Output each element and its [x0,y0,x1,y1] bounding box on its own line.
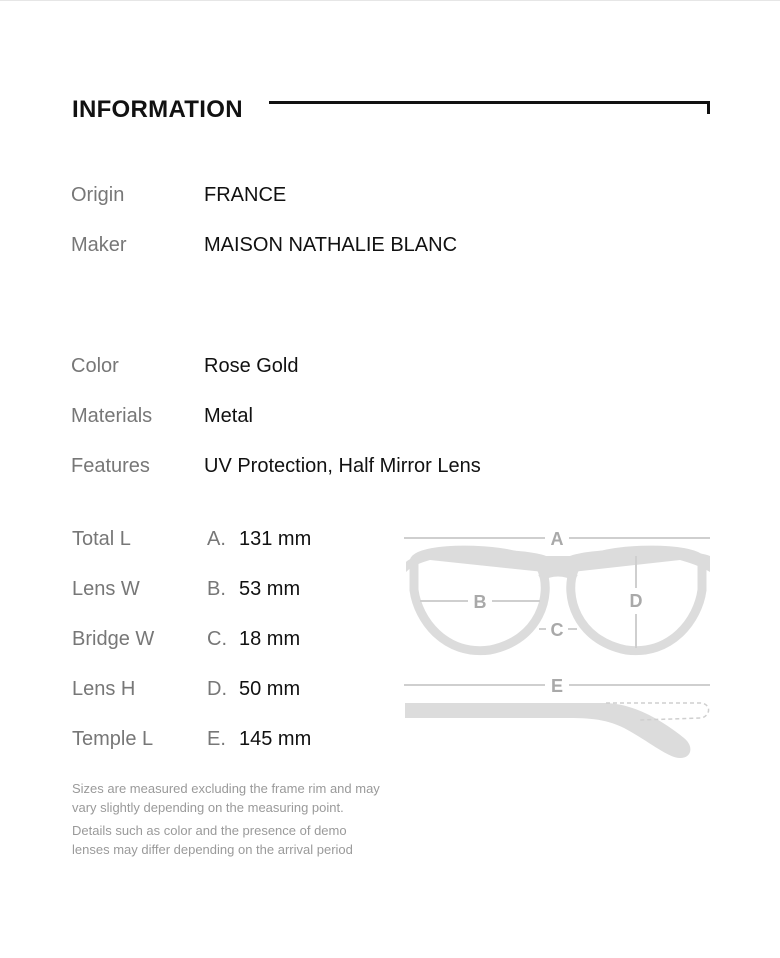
info-label: Color [71,355,119,377]
info-label: Features [71,455,150,477]
info-label: Maker [71,234,127,256]
section-title: INFORMATION [72,96,243,123]
info-value: MAISON NATHALIE BLANC [204,234,458,256]
size-value: 145 mm [239,728,312,750]
size-label: Lens H [72,678,136,700]
note-line: Sizes are measured excluding the frame rim and may [72,781,380,796]
dimension-e [404,676,710,696]
size-letter: E. [207,728,226,750]
info-value: Rose Gold [204,355,299,377]
label-b: B [473,592,487,612]
size-value: 53 mm [239,578,301,600]
size-label: Temple L [72,728,154,750]
note-line: lenses may differ depending on the arrival period [72,842,353,857]
info-value: FRANCE [204,184,287,206]
info-value: Metal [204,405,253,427]
label-e: E [550,676,564,696]
label-c: C [550,620,564,640]
size-letter: D. [207,678,227,700]
size-label: Bridge W [72,628,155,650]
note-line: Details such as color and the presence of demo [72,823,347,838]
note-line: vary slightly depending on the measuring point. [72,800,344,815]
size-value: 131 mm [239,528,312,550]
note-details [72,821,412,859]
size-value: 18 mm [239,628,301,650]
size-notes [72,779,412,863]
label-d: D [629,591,643,611]
info-value: UV Protection, Half Mirror Lens [204,455,481,477]
size-value: 50 mm [239,678,301,700]
info-label: Origin [71,184,125,206]
size-letter: C. [207,628,227,650]
dimension-b [420,592,540,612]
dimension-c [539,620,577,640]
note-measurement [72,779,412,817]
size-label: Lens W [72,578,140,600]
size-label: Total L [72,528,131,550]
label-a: A [550,529,564,549]
size-letter: A. [207,528,226,550]
info-label: Materials [71,405,153,427]
glasses-temple-icon [405,703,709,758]
dimension-d [630,556,643,648]
size-letter: B. [207,578,226,600]
